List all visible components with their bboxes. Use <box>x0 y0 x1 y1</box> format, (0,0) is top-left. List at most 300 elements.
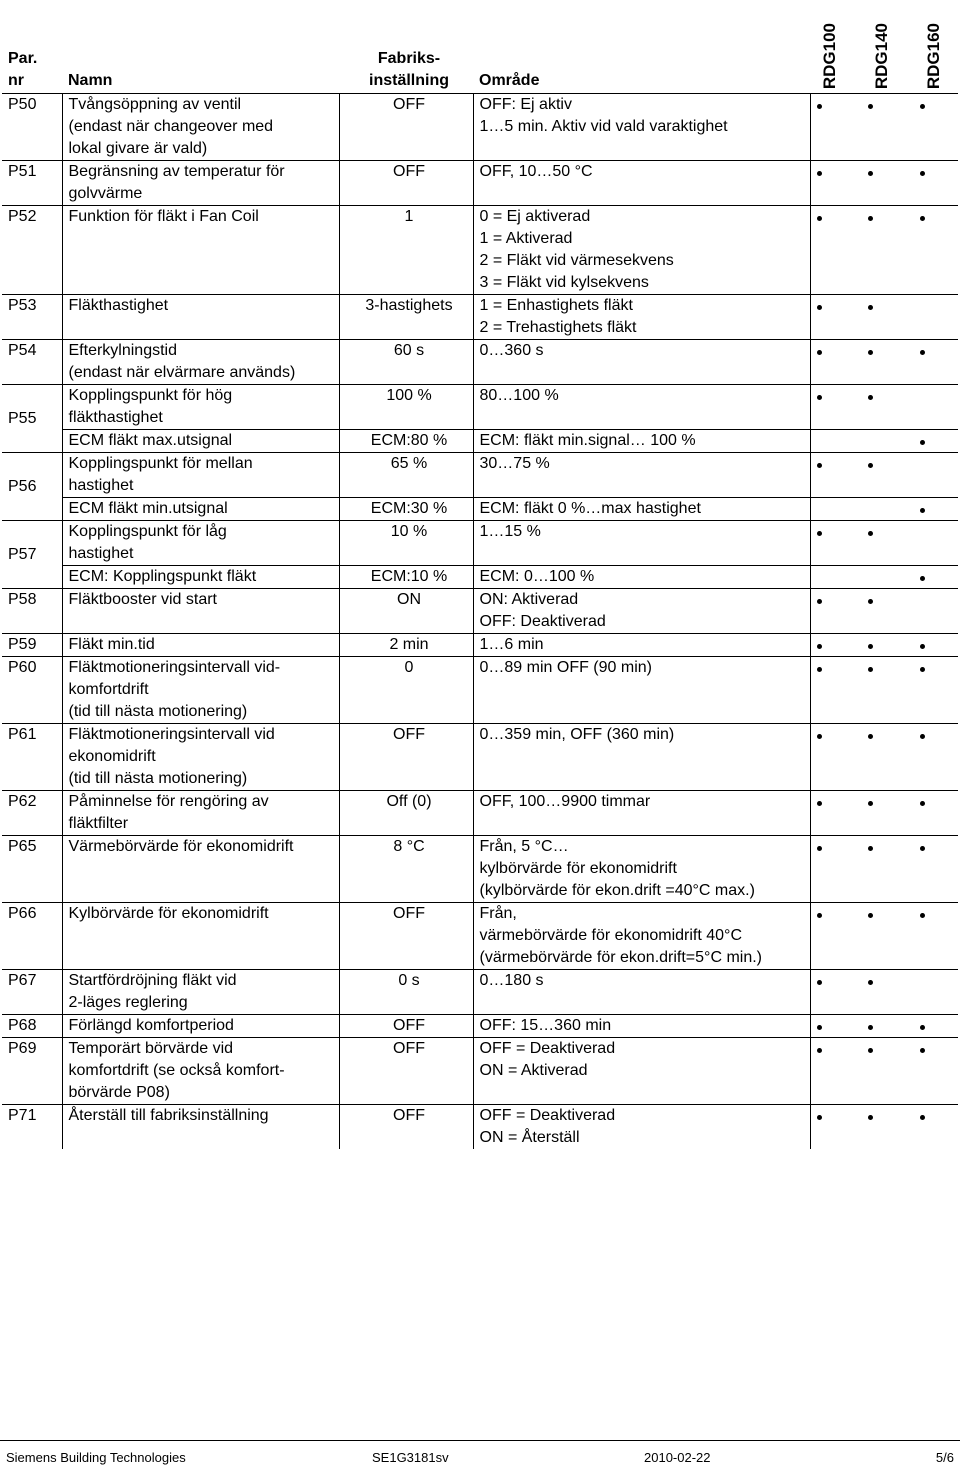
support-rdg100-cell <box>810 498 862 521</box>
param-default-cell <box>339 791 473 836</box>
support-rdg160-cell <box>914 657 958 724</box>
cell-text-line: fläkthastighet <box>68 409 163 426</box>
cell-text-line: 1…15 % <box>479 523 541 540</box>
table-row <box>2 340 958 385</box>
param-default: OFF <box>393 96 425 113</box>
cell-text-line: 80…100 % <box>479 387 559 404</box>
param-nr: P52 <box>8 208 37 225</box>
cell-text-line: Värmebörvärde för ekonomidrift <box>68 838 294 855</box>
supported-dot-icon <box>868 1048 873 1053</box>
cell-text-line: OFF: 15…360 min <box>479 1017 612 1034</box>
param-range-cell <box>473 566 810 589</box>
support-rdg160-cell <box>914 385 958 430</box>
param-default-cell <box>339 724 473 791</box>
support-rdg140-cell <box>862 970 914 1015</box>
header-model-rdg140: RDG140 <box>872 22 891 89</box>
param-default: 1 <box>404 208 414 225</box>
param-nr-cell <box>2 791 62 836</box>
header-model-rdg100: RDG100 <box>820 22 839 89</box>
param-nr-cell <box>2 453 62 521</box>
param-name-cell <box>62 1038 339 1105</box>
param-default: 8 °C <box>393 838 425 855</box>
param-default-cell <box>339 385 473 430</box>
cell-text-line: Efterkylningstid <box>68 342 177 359</box>
support-rdg100-cell <box>810 94 862 161</box>
cell-text-line: Från, 5 °C… <box>479 838 569 855</box>
cell-text-line: komfortdrift <box>68 681 149 698</box>
cell-text-line: Temporärt börvärde vid <box>68 1040 234 1057</box>
param-default: 65 % <box>390 455 428 472</box>
param-name-cell <box>62 903 339 970</box>
supported-dot-icon <box>868 644 873 649</box>
supported-dot-icon <box>868 913 873 918</box>
supported-dot-icon <box>920 734 925 739</box>
support-rdg140-cell <box>862 453 914 498</box>
param-nr-cell <box>2 1105 62 1150</box>
table-row <box>2 903 958 970</box>
cell-text-line: Fläktbooster vid start <box>68 591 217 608</box>
support-rdg140-cell <box>862 634 914 657</box>
support-rdg100-cell <box>810 791 862 836</box>
supported-dot-icon <box>817 801 822 806</box>
supported-dot-icon <box>817 463 822 468</box>
support-rdg140-cell <box>862 94 914 161</box>
header-range: Område <box>479 72 540 89</box>
param-default: 10 % <box>390 523 428 540</box>
support-rdg140-cell <box>862 1105 914 1150</box>
cell-text-line: 2 = Trehastighets fläkt <box>479 319 637 336</box>
supported-dot-icon <box>920 350 925 355</box>
param-name-cell <box>62 724 339 791</box>
table-row <box>2 1105 958 1150</box>
param-default-cell <box>339 206 473 295</box>
param-range-cell <box>473 453 810 498</box>
cell-text-line: börvärde P08) <box>68 1084 170 1101</box>
footer-company: Siemens Building Technologies <box>6 1450 186 1465</box>
cell-text-line: 1 = Aktiverad <box>479 230 573 247</box>
supported-dot-icon <box>817 216 822 221</box>
supported-dot-icon <box>817 350 822 355</box>
param-nr: P51 <box>8 163 37 180</box>
support-rdg140-cell <box>862 1038 914 1105</box>
cell-text-line: ON = Återställ <box>479 1129 580 1146</box>
param-nr: P66 <box>8 905 37 922</box>
cell-text-line: golvvärme <box>68 185 143 202</box>
param-range-cell <box>473 589 810 634</box>
param-default: OFF <box>393 163 425 180</box>
param-nr: P50 <box>8 96 37 113</box>
support-rdg140-cell <box>862 836 914 903</box>
supported-dot-icon <box>817 667 822 672</box>
param-default: OFF <box>393 905 425 922</box>
param-range-cell <box>473 791 810 836</box>
table-row <box>2 836 958 903</box>
support-rdg140-cell <box>862 430 914 453</box>
param-default-cell <box>339 903 473 970</box>
supported-dot-icon <box>868 216 873 221</box>
param-nr-cell <box>2 970 62 1015</box>
support-rdg100-cell <box>810 521 862 566</box>
supported-dot-icon <box>868 801 873 806</box>
cell-text-line: ECM: Kopplingspunkt fläkt <box>68 568 257 585</box>
supported-dot-icon <box>920 576 925 581</box>
header-default: Fabriks- inställning <box>369 50 449 89</box>
cell-text-line: (tid till nästa motionering) <box>68 770 248 787</box>
support-rdg160-cell <box>914 206 958 295</box>
cell-text-line: Kylbörvärde för ekonomidrift <box>68 905 269 922</box>
param-nr-cell <box>2 385 62 453</box>
support-rdg160-cell <box>914 634 958 657</box>
cell-text-line: 2-läges reglering <box>68 994 188 1011</box>
param-nr-cell <box>2 521 62 589</box>
support-rdg160-cell <box>914 589 958 634</box>
param-default: OFF <box>393 1107 425 1124</box>
param-nr: P68 <box>8 1017 37 1034</box>
support-rdg140-cell <box>862 340 914 385</box>
param-default-cell <box>339 1015 473 1038</box>
table-row <box>2 791 958 836</box>
support-rdg100-cell <box>810 385 862 430</box>
cell-text-line: kylbörvärde för ekonomidrift <box>479 860 677 877</box>
param-nr-cell <box>2 836 62 903</box>
cell-text-line: (endast när elvärmare används) <box>68 364 296 381</box>
support-rdg160-cell <box>914 791 958 836</box>
param-name-cell <box>62 589 339 634</box>
support-rdg100-cell <box>810 1038 862 1105</box>
param-range-cell <box>473 94 810 161</box>
supported-dot-icon <box>817 734 822 739</box>
support-rdg140-cell <box>862 657 914 724</box>
supported-dot-icon <box>920 846 925 851</box>
param-name-cell <box>62 657 339 724</box>
cell-text-line: 3 = Fläkt vid kylsekvens <box>479 274 649 291</box>
cell-text-line: OFF = Deaktiverad <box>479 1107 616 1124</box>
cell-text-line: komfortdrift (se också komfort- <box>68 1062 285 1079</box>
support-rdg100-cell <box>810 1015 862 1038</box>
param-nr: P58 <box>8 591 37 608</box>
param-nr: P56 <box>8 477 37 495</box>
param-nr-cell <box>2 657 62 724</box>
cell-text-line: Startfördröjning fläkt vid <box>68 972 237 989</box>
support-rdg160-cell <box>914 340 958 385</box>
supported-dot-icon <box>868 1115 873 1120</box>
support-rdg160-cell <box>914 161 958 206</box>
param-name-cell <box>62 94 339 161</box>
table-header-row <box>2 4 958 94</box>
support-rdg100-cell <box>810 430 862 453</box>
footer-doc-id: SE1G3181sv <box>372 1450 449 1465</box>
param-nr: P71 <box>8 1107 37 1124</box>
header-par-nr: Par. nr <box>8 50 38 89</box>
param-default-cell <box>339 566 473 589</box>
table-row <box>2 521 958 566</box>
supported-dot-icon <box>920 667 925 672</box>
supported-dot-icon <box>817 305 822 310</box>
param-default: 0 <box>404 659 414 676</box>
cell-text-line: hastighet <box>68 477 134 494</box>
cell-text-line: 0…180 s <box>479 972 544 989</box>
table-row <box>2 498 958 521</box>
param-default-cell <box>339 161 473 206</box>
param-nr: P53 <box>8 297 37 314</box>
table-row <box>2 161 958 206</box>
param-default: OFF <box>393 726 425 743</box>
cell-text-line: Funktion för fläkt i Fan Coil <box>68 208 259 225</box>
supported-dot-icon <box>868 531 873 536</box>
support-rdg140-cell <box>862 498 914 521</box>
cell-text-line: Kopplingspunkt för mellan <box>68 455 253 472</box>
support-rdg100-cell <box>810 566 862 589</box>
cell-text-line: 0…360 s <box>479 342 544 359</box>
support-rdg160-cell <box>914 521 958 566</box>
header-name: Namn <box>68 72 113 89</box>
support-rdg100-cell <box>810 724 862 791</box>
table-row <box>2 566 958 589</box>
cell-text-line: Tvångsöppning av ventil <box>68 96 242 113</box>
param-name-cell <box>62 970 339 1015</box>
support-rdg160-cell <box>914 295 958 340</box>
cell-text-line: Återställ till fabriksinställning <box>68 1107 269 1124</box>
support-rdg140-cell <box>862 724 914 791</box>
param-default-cell <box>339 498 473 521</box>
support-rdg100-cell <box>810 206 862 295</box>
cell-text-line: Från, <box>479 905 517 922</box>
cell-text-line: Fläkthastighet <box>68 297 169 314</box>
param-nr-cell <box>2 340 62 385</box>
param-default: OFF <box>393 1040 425 1057</box>
param-name-cell <box>62 498 339 521</box>
param-range-cell <box>473 970 810 1015</box>
support-rdg100-cell <box>810 340 862 385</box>
supported-dot-icon <box>817 1048 822 1053</box>
support-rdg160-cell <box>914 498 958 521</box>
table-row <box>2 453 958 498</box>
param-name-cell <box>62 161 339 206</box>
param-default-cell <box>339 836 473 903</box>
param-name-cell <box>62 1015 339 1038</box>
table-row <box>2 724 958 791</box>
cell-text-line: ekonomidrift <box>68 748 156 765</box>
supported-dot-icon <box>817 846 822 851</box>
cell-text-line: 2 = Fläkt vid värmesekvens <box>479 252 674 269</box>
support-rdg100-cell <box>810 634 862 657</box>
page-footer <box>0 1440 960 1471</box>
supported-dot-icon <box>920 644 925 649</box>
table-row <box>2 970 958 1015</box>
supported-dot-icon <box>817 531 822 536</box>
footer-page-number: 5/6 <box>935 1450 954 1465</box>
param-default: 3-hastighets <box>365 297 453 314</box>
param-default-cell <box>339 94 473 161</box>
param-range-cell <box>473 1105 810 1150</box>
cell-text-line: OFF = Deaktiverad <box>479 1040 616 1057</box>
param-nr-cell <box>2 206 62 295</box>
supported-dot-icon <box>817 104 822 109</box>
supported-dot-icon <box>920 171 925 176</box>
param-range-cell <box>473 1015 810 1038</box>
param-range-cell <box>473 340 810 385</box>
cell-text-line: Förlängd komfortperiod <box>68 1017 234 1034</box>
param-name-cell <box>62 295 339 340</box>
supported-dot-icon <box>920 1025 925 1030</box>
support-rdg100-cell <box>810 295 862 340</box>
table-row <box>2 430 958 453</box>
support-rdg100-cell <box>810 161 862 206</box>
support-rdg140-cell <box>862 521 914 566</box>
table-body <box>2 94 958 1150</box>
param-nr: P54 <box>8 342 37 359</box>
param-default: 2 min <box>389 636 429 653</box>
support-rdg160-cell <box>914 903 958 970</box>
param-nr-cell <box>2 1015 62 1038</box>
cell-text-line: (endast när changeover med <box>68 118 274 135</box>
param-default-cell <box>339 1105 473 1150</box>
support-rdg140-cell <box>862 791 914 836</box>
param-nr: P55 <box>8 409 37 427</box>
support-rdg100-cell <box>810 970 862 1015</box>
cell-text-line: Fläktmotioneringsintervall vid- <box>68 659 281 676</box>
cell-text-line: OFF: Ej aktiv <box>479 96 572 113</box>
param-range-cell <box>473 836 810 903</box>
param-default: ON <box>397 591 421 608</box>
param-range-cell <box>473 161 810 206</box>
param-nr-cell <box>2 634 62 657</box>
cell-text-line: OFF, 10…50 °C <box>479 163 593 180</box>
cell-text-line: Kopplingspunkt för hög <box>68 387 233 404</box>
param-nr-cell <box>2 161 62 206</box>
param-range-cell <box>473 1038 810 1105</box>
param-nr-cell <box>2 295 62 340</box>
param-name-cell <box>62 340 339 385</box>
param-default: ECM:80 % <box>370 432 448 449</box>
table-row <box>2 1015 958 1038</box>
supported-dot-icon <box>920 801 925 806</box>
param-range-cell <box>473 903 810 970</box>
param-default-cell <box>339 657 473 724</box>
param-name-cell <box>62 521 339 566</box>
support-rdg140-cell <box>862 161 914 206</box>
support-rdg140-cell <box>862 206 914 295</box>
cell-text-line: 1…5 min. Aktiv vid vald varaktighet <box>479 118 728 135</box>
param-default-cell <box>339 634 473 657</box>
support-rdg100-cell <box>810 903 862 970</box>
cell-text-line: 0 = Ej aktiverad <box>479 208 591 225</box>
cell-text-line: ON = Aktiverad <box>479 1062 588 1079</box>
parameter-document <box>2 4 958 1149</box>
support-rdg100-cell <box>810 453 862 498</box>
table-row <box>2 634 958 657</box>
param-nr-cell <box>2 1038 62 1105</box>
cell-text-line: 0…359 min, OFF (360 min) <box>479 726 675 743</box>
param-range-cell <box>473 724 810 791</box>
param-default: Off (0) <box>386 793 432 810</box>
param-default: 0 s <box>398 972 420 989</box>
supported-dot-icon <box>868 104 873 109</box>
param-default: ECM:10 % <box>370 568 448 585</box>
supported-dot-icon <box>920 913 925 918</box>
table-row <box>2 1038 958 1105</box>
supported-dot-icon <box>920 1115 925 1120</box>
cell-text-line: ECM: fläkt min.signal… 100 % <box>479 432 696 449</box>
supported-dot-icon <box>868 1025 873 1030</box>
param-range-cell <box>473 295 810 340</box>
supported-dot-icon <box>817 171 822 176</box>
cell-text-line: Begränsning av temperatur för <box>68 163 285 180</box>
supported-dot-icon <box>920 216 925 221</box>
table-row <box>2 657 958 724</box>
supported-dot-icon <box>868 734 873 739</box>
param-nr: P57 <box>8 545 37 563</box>
param-name-cell <box>62 791 339 836</box>
cell-text-line: Kopplingspunkt för låg <box>68 523 227 540</box>
param-name-cell <box>62 836 339 903</box>
support-rdg160-cell <box>914 970 958 1015</box>
supported-dot-icon <box>868 667 873 672</box>
support-rdg160-cell <box>914 94 958 161</box>
supported-dot-icon <box>920 440 925 445</box>
param-range-cell <box>473 385 810 430</box>
table-row <box>2 206 958 295</box>
supported-dot-icon <box>920 1048 925 1053</box>
support-rdg160-cell <box>914 453 958 498</box>
param-name-cell <box>62 385 339 430</box>
table-row <box>2 295 958 340</box>
support-rdg100-cell <box>810 836 862 903</box>
cell-text-line: 0…89 min OFF (90 min) <box>479 659 652 676</box>
footer-date: 2010-02-22 <box>644 1450 711 1465</box>
supported-dot-icon <box>817 1025 822 1030</box>
param-nr: P59 <box>8 636 37 653</box>
param-nr: P61 <box>8 726 37 743</box>
param-range-cell <box>473 206 810 295</box>
support-rdg140-cell <box>862 903 914 970</box>
param-nr-cell <box>2 94 62 161</box>
param-nr-cell <box>2 589 62 634</box>
supported-dot-icon <box>817 913 822 918</box>
param-default-cell <box>339 521 473 566</box>
supported-dot-icon <box>817 980 822 985</box>
table-row <box>2 589 958 634</box>
param-nr: P69 <box>8 1040 37 1057</box>
supported-dot-icon <box>817 644 822 649</box>
cell-text-line: ECM fläkt min.utsignal <box>68 500 228 517</box>
supported-dot-icon <box>868 846 873 851</box>
cell-text-line: Fläkt min.tid <box>68 636 155 653</box>
cell-text-line: fläktfilter <box>68 815 129 832</box>
cell-text-line: Fläktmotioneringsintervall vid <box>68 726 275 743</box>
supported-dot-icon <box>868 463 873 468</box>
supported-dot-icon <box>868 171 873 176</box>
param-default-cell <box>339 340 473 385</box>
table-row <box>2 385 958 430</box>
supported-dot-icon <box>868 395 873 400</box>
support-rdg160-cell <box>914 430 958 453</box>
cell-text-line: (värmebörvärde för ekon.drift=5°C min.) <box>479 949 762 966</box>
parameter-table <box>2 4 958 1149</box>
param-nr: P67 <box>8 972 37 989</box>
supported-dot-icon <box>817 599 822 604</box>
supported-dot-icon <box>868 980 873 985</box>
param-nr-cell <box>2 903 62 970</box>
param-nr: P62 <box>8 793 37 810</box>
header-model-rdg160: RDG160 <box>924 22 943 89</box>
cell-text-line: 1 = Enhastighets fläkt <box>479 297 633 314</box>
param-range-cell <box>473 521 810 566</box>
param-name-cell <box>62 453 339 498</box>
support-rdg140-cell <box>862 1015 914 1038</box>
param-default-cell <box>339 295 473 340</box>
cell-text-line: ECM: fläkt 0 %…max hastighet <box>479 500 701 517</box>
